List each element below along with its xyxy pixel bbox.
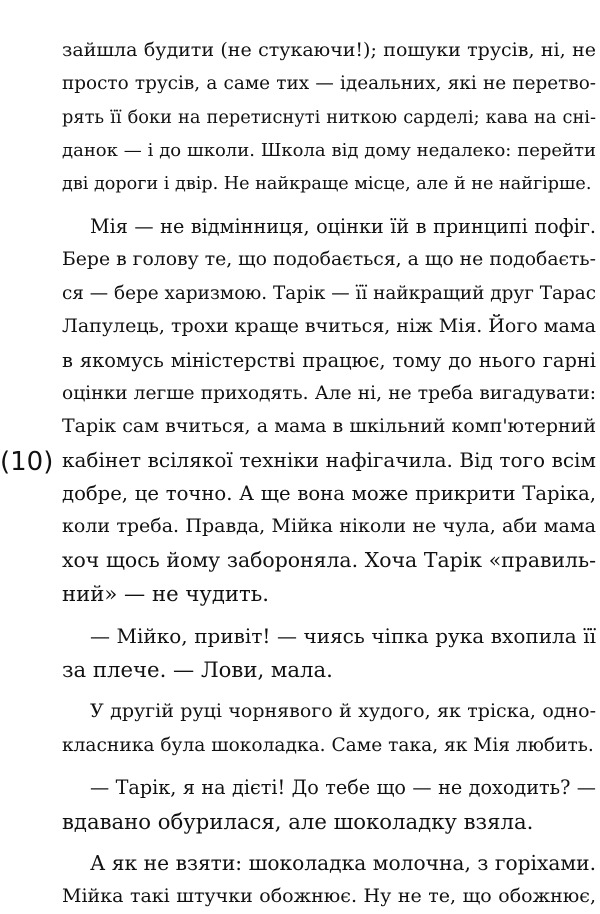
paragraph bbox=[62, 695, 596, 762]
page-number: (10) bbox=[0, 447, 54, 477]
text-line: — Мійко, привіт! — чиясь чіпка рука вхопила її bbox=[90, 623, 596, 648]
text-line: ний» — не чудить. bbox=[62, 581, 270, 607]
paragraph bbox=[62, 847, 596, 914]
paragraph bbox=[62, 34, 596, 201]
text-line: коли треба. Правда, Мійка ніколи не чула, аби мама bbox=[62, 515, 596, 538]
text-line: рять її боки на перетиснуті ниткою сарделі; кава на сні- bbox=[62, 106, 596, 128]
text-line: за плече. — Лови, мала. bbox=[62, 657, 333, 683]
paragraph bbox=[62, 210, 596, 611]
text-line: вдавано обурилася, але шоколадку взяла. bbox=[62, 808, 534, 834]
text-line: Мійка такі штучки обожнює. Ну не те, що обожнює, bbox=[62, 885, 596, 908]
text-line: Бере в голову те, що подобається, а що не подобаєть- bbox=[62, 249, 596, 271]
text-line: оцінки легше приходять. Але ні, не треба вигадувати: bbox=[62, 382, 596, 404]
text-line: Тарік сам вчиться, а мама в шкільний комп'ютерний bbox=[62, 415, 596, 438]
paragraph bbox=[62, 620, 596, 687]
text-line: Мія — не відмінниця, оцінки їй в принципі пофіг. bbox=[90, 214, 596, 238]
text-line: в якомусь міністерстві працює, тому до нього гарні bbox=[62, 348, 596, 372]
paragraph-gap bbox=[62, 201, 596, 210]
text-line: данок — і до школи. Школа від дому недалеко: перейти bbox=[62, 140, 596, 162]
paragraph-gap bbox=[62, 762, 596, 771]
text-line: добре, це точно. А ще вона може прикрити Таріка, bbox=[62, 482, 596, 506]
paragraph-gap bbox=[62, 686, 596, 695]
text-line: ся — бере харизмою. Тарік — її найкращий друг Тарас bbox=[62, 282, 596, 304]
text-line: У другій руці чорнявого й худого, як тріска, одно- bbox=[90, 700, 596, 723]
paragraph bbox=[62, 771, 596, 838]
text-line: хоч щось йому забороняла. Хоча Тарік «правиль- bbox=[62, 547, 596, 572]
text-line: Лапулець, трохи краще вчиться, ніж Мія. Його мама bbox=[62, 315, 596, 338]
text-line: кабінет всілякої техніки нафігачила. Від того всім bbox=[62, 447, 596, 472]
text-line: просто трусів, а саме тих — ідеальних, які не перетво- bbox=[62, 73, 596, 95]
paragraph-gap bbox=[62, 611, 596, 620]
text-line: класника була шоколадка. Саме така, як Мія любить. bbox=[62, 734, 594, 756]
text-line: дві дороги і двір. Не найкраще місце, але й не найгірше. bbox=[62, 173, 592, 194]
body-text bbox=[62, 34, 596, 914]
text-line: зайшла будити (не стукаючи!); пошуки трусів, ні, не bbox=[62, 39, 596, 61]
paragraph-gap bbox=[62, 838, 596, 847]
text-line: А як не взяти: шоколадка молочна, з горіхами. bbox=[90, 850, 596, 875]
text-line: — Тарік, я на дієті! До тебе що — не доходить? — bbox=[90, 776, 596, 800]
